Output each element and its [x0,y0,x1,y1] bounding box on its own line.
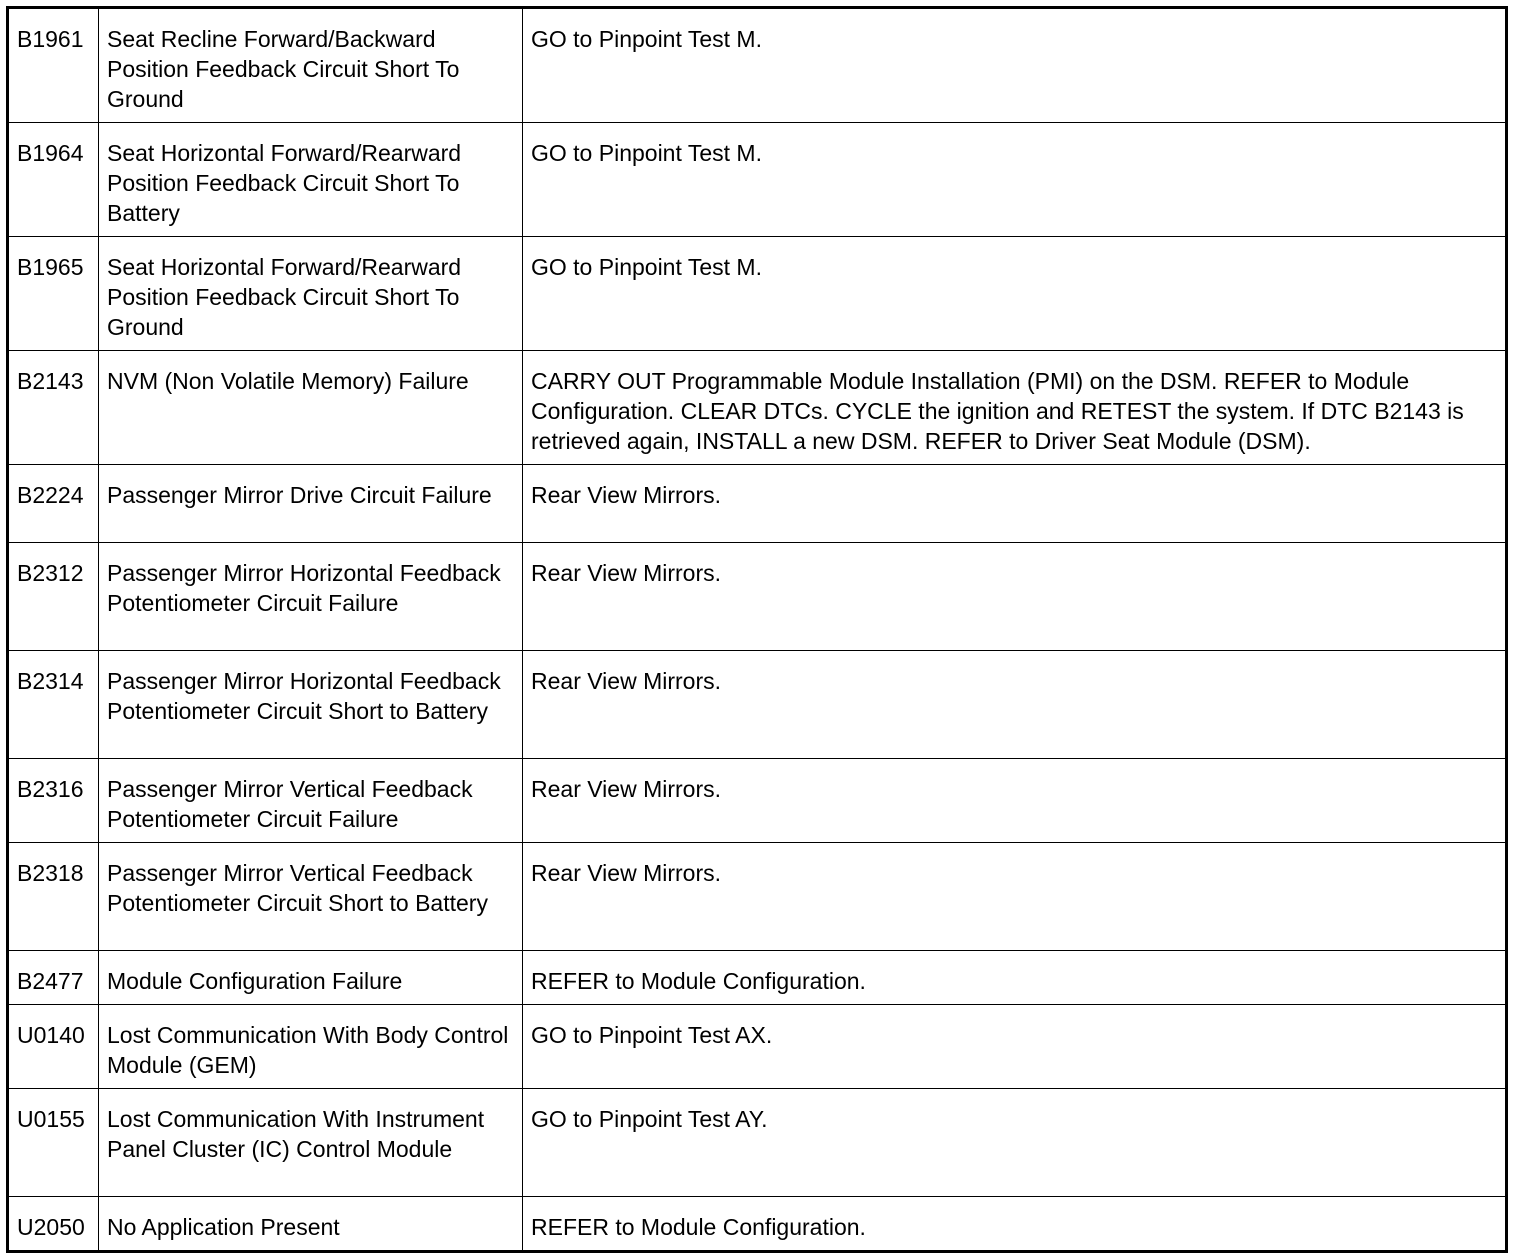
dtc-action-cell: GO to Pinpoint Test M. [523,237,1507,351]
table-row [8,759,1507,843]
dtc-description-cell: NVM (Non Volatile Memory) Failure [99,351,523,465]
dtc-description-cell: Lost Communication With Instrument Panel Cluster (IC) Control Module [99,1089,523,1197]
table-row [8,951,1507,1005]
dtc-description-cell: Seat Recline Forward/Backward Position Feedback Circuit Short To Ground [99,8,523,123]
dtc-action-cell: Rear View Mirrors. [523,651,1507,759]
dtc-action-cell: GO to Pinpoint Test AY. [523,1089,1507,1197]
dtc-description-cell: Lost Communication With Body Control Module (GEM) [99,1005,523,1089]
dtc-description-cell: Module Configuration Failure [99,951,523,1005]
dtc-action-cell: Rear View Mirrors. [523,759,1507,843]
dtc-description-cell: Passenger Mirror Drive Circuit Failure [99,465,523,543]
table-row [8,1089,1507,1197]
dtc-code-cell: B2224 [8,465,99,543]
dtc-description-cell: Seat Horizontal Forward/Rearward Position Feedback Circuit Short To Ground [99,237,523,351]
dtc-code-cell: B2316 [8,759,99,843]
dtc-description-cell: No Application Present [99,1197,523,1252]
dtc-action-cell: REFER to Module Configuration. [523,951,1507,1005]
dtc-action-cell: GO to Pinpoint Test M. [523,8,1507,123]
dtc-code-cell: U0140 [8,1005,99,1089]
dtc-description-cell: Passenger Mirror Horizontal Feedback Potentiometer Circuit Failure [99,543,523,651]
table-row [8,8,1507,123]
dtc-code-cell: B2143 [8,351,99,465]
table-row [8,1197,1507,1252]
table-row [8,651,1507,759]
dtc-description-cell: Seat Horizontal Forward/Rearward Position Feedback Circuit Short To Battery [99,123,523,237]
table-row [8,351,1507,465]
dtc-code-cell: B2312 [8,543,99,651]
dtc-code-cell: B1964 [8,123,99,237]
dtc-action-cell: Rear View Mirrors. [523,843,1507,951]
dtc-table-body [8,8,1507,1252]
table-row [8,1005,1507,1089]
dtc-description-cell: Passenger Mirror Vertical Feedback Potentiometer Circuit Short to Battery [99,843,523,951]
dtc-action-cell: REFER to Module Configuration. [523,1197,1507,1252]
table-row [8,843,1507,951]
dtc-action-cell: Rear View Mirrors. [523,543,1507,651]
dtc-code-cell: B2314 [8,651,99,759]
table-row [8,543,1507,651]
dtc-action-cell: GO to Pinpoint Test M. [523,123,1507,237]
dtc-code-cell: B1965 [8,237,99,351]
table-row [8,237,1507,351]
dtc-action-cell: GO to Pinpoint Test AX. [523,1005,1507,1089]
dtc-code-cell: B2318 [8,843,99,951]
dtc-code-cell: B2477 [8,951,99,1005]
table-row [8,123,1507,237]
dtc-description-cell: Passenger Mirror Vertical Feedback Potentiometer Circuit Failure [99,759,523,843]
dtc-code-cell: U0155 [8,1089,99,1197]
dtc-description-cell: Passenger Mirror Horizontal Feedback Potentiometer Circuit Short to Battery [99,651,523,759]
table-row [8,465,1507,543]
dtc-table [6,6,1508,1253]
dtc-code-cell: U2050 [8,1197,99,1252]
dtc-action-cell: CARRY OUT Programmable Module Installation (PMI) on the DSM. REFER to Module Configuration. CLEAR DTCs. CYCLE the ignition and RETEST the system. If DTC B2143 is retrieved again, INSTALL a new DSM. REFER to Driver Seat Module (DSM). [523,351,1507,465]
dtc-action-cell: Rear View Mirrors. [523,465,1507,543]
dtc-code-cell: B1961 [8,8,99,123]
